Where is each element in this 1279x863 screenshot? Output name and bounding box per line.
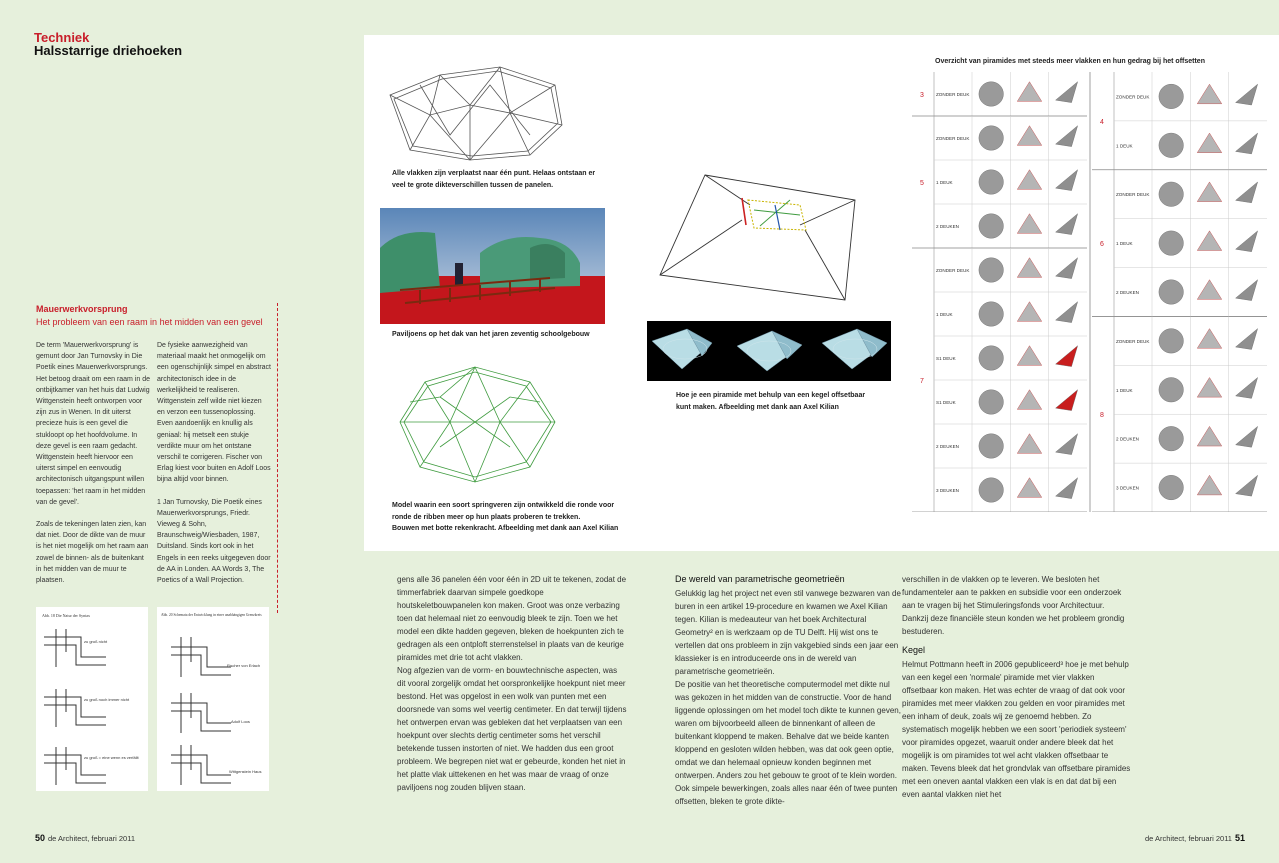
pyramid-mark xyxy=(1017,478,1042,498)
sidebar-title: Mauerwerkvorsprung xyxy=(36,304,128,314)
body-paragraph: Helmut Pottmann heeft in 2006 gepubliceerd³ hoe je met behulp van een kegel een 'normale' piramide met vier vlakken offsetbaar kon maken. Het was echter de vraag of dat ook voor piramides met meer vlakken zou gelden en voor piramides met een inham of deuk, zoals wij ze genoemd hebben. Zo systematisch mogelijk hebben we een soort 'periodiek systeem' voor piramides opgezet, waaruit onder andere bleek dat het mogelijk is om piramides tot wel acht vlakken offsetbaar te maken. Tevens bleek dat het grondvlak van offsetbare piramides met een oneven aantal vlakken een vlak is en dat dat bij een even aantal vlakken niet het xyxy=(902,660,1131,799)
pyramid-mark xyxy=(1197,475,1222,495)
sidebar-paragraph: De term 'Mauerwerkvorsprung' is gemunt door Jan Turnovsky in Die Poetik eines Mauerwerkvorsprungs. Het betoog draait om een raam in de ontbijtkamer van het huis dat Ludwig Wittgenstein heeft ontworpen voor zijn zus in Wenen. In dit uiterst precieze huis is een gevel die stukloopt op het hoofdvolume. In deze gevel is een raam gedacht. Wittgenstein heeft hiervoor een uiterst simpel en eenvoudig architectonisch uitgangspunt willen toepassen: 'het raam in het midden van de gevel'. xyxy=(36,342,151,506)
caption-line: veel te grote dikteverschillen tussen de panelen. xyxy=(392,181,554,189)
pyramid-mark xyxy=(1056,170,1078,191)
grid-row-label: S1 DEUK xyxy=(936,356,956,361)
sketch-note: zu groß noch immer nicht xyxy=(84,697,130,702)
pyramid-mark xyxy=(979,170,1004,195)
grid-block-number: 8 xyxy=(1100,412,1104,420)
wall-sketch-1 xyxy=(36,607,148,791)
pyramid-mark xyxy=(1236,475,1258,496)
grid-row-label: ZONDER DEUK xyxy=(1116,192,1150,198)
pyramid-mark xyxy=(1056,302,1078,323)
page-number: 50 xyxy=(35,833,46,843)
grid-block-number: 4 xyxy=(1100,118,1104,126)
page-number: 51 xyxy=(1234,833,1245,843)
pyramid-mark xyxy=(1017,390,1042,410)
pyramid-mark xyxy=(1056,478,1078,499)
caption-line: kunt maken. Afbeelding met dank aan Axel Kilian xyxy=(676,403,839,411)
sidebar-column-1 xyxy=(36,340,150,586)
pyramid-mark xyxy=(1236,426,1258,447)
sketch-title: Abb. 18 Die Natur der Syntax xyxy=(42,613,90,618)
sidebar-divider xyxy=(277,303,278,613)
folio-right xyxy=(1145,833,1245,843)
sketch-note: zu groß = eine wenn es verfällt xyxy=(84,755,139,760)
pyramid-mark xyxy=(1236,280,1258,301)
grid-row-label: 3 DEUKEN xyxy=(1116,485,1139,491)
article-title: Halsstarrige driehoeken xyxy=(34,43,183,58)
grid-row-label: ZONDER DEUK xyxy=(936,136,970,141)
grid-row-label: 1 DEUK xyxy=(936,312,953,317)
pyramid-mark xyxy=(1236,329,1258,350)
publication-label: de Architect, februari 2011 xyxy=(48,834,136,843)
pyramid-mark xyxy=(1056,82,1078,103)
render-figure xyxy=(380,208,605,324)
pyramid-mark xyxy=(979,82,1004,107)
body-paragraph: verschillen in de vlakken op te leveren. We besloten het fundamenteler aan te pakken en subsidie voor een onderzoek aan te vragen bij het Stimuleringsfonds voor Architectuur. Dankzij deze financiële steun konden we het probleem grondig bestuderen. xyxy=(902,575,1125,636)
grid-block-number: 7 xyxy=(920,378,924,385)
caption-line: Hoe je een piramide met behulp van een kegel offsetbaar xyxy=(676,392,866,399)
sidebar-paragraph: De fysieke aanwezigheid van materiaal maakt het onmogelijk om een ogenschijnlijk simpel en abstract architectonisch idee in de werkelijkheid te realiseren. Wittgenstein zelf wilde niet kiezen en verzon een tussenoplossing. Even aandoenlijk en knullig als geniaal: hij metselt een stukje verdikte muur om het ontstane verschil te corrigeren. Fischer von Erlag kiest voor buiten en Adolf Loos bijna altijd voor binnen. xyxy=(157,342,272,484)
pyramid-mark xyxy=(979,258,1004,283)
pyramid-mark xyxy=(1017,82,1042,102)
pyramid-base-figure xyxy=(650,170,865,308)
grid-row-label: 2 DEUKEN xyxy=(936,224,959,229)
pyramid-mark xyxy=(1056,434,1078,455)
pyramid-mark xyxy=(1056,126,1078,147)
body-column-2 xyxy=(675,573,905,808)
pyramid-mark xyxy=(1056,346,1078,367)
grid-row-label: 2 DEUKEN xyxy=(1116,290,1139,295)
pyramid-periodic-table xyxy=(912,72,1267,512)
pyramid-mark xyxy=(1159,133,1184,158)
grid-block-number: 5 xyxy=(920,180,924,187)
pyramid-mark xyxy=(1197,280,1222,300)
body-paragraph: Nog afgezien van de vorm- en bouwtechnische aspecten, was dit vooral zorgelijk omdat het oorspronkelijke hoekpunt niet meer bestond. Het was opgelost in een wolk van punten met een doorsnede van soms wel veertig centimeter. En dat terwijl tijdens het ontwerpen ervan was gebleken dat het verplaatsen van een hoekpunt over slechts dertig centimeter soms het verschil betekende tussen instorten of niet. We hadden dus een groot probleem. We begrepen niet wat er gebeurde, konden het niet in het platte vlak uittekenen en het was maar de vraag of onze paviljoens nog zouden blijven staan. xyxy=(397,666,627,792)
pyramid-mark xyxy=(1017,170,1042,190)
pyramid-mark xyxy=(979,478,1004,503)
pyramid-mark xyxy=(1197,84,1222,104)
pyramid-mark xyxy=(1236,84,1258,105)
caption-wireframe xyxy=(392,168,595,191)
pyramid-mark xyxy=(979,346,1004,371)
body-paragraph: Gelukkig lag het project net even stil vanwege bezwaren van de buren in een artikel 19-procedure en kwamen we Axel Kilian tegen. Kilian is medeauteur van het boek Architectural Geometry² en is werkzaam op de TU Delft. Hij wist ons te vertellen dat ons probleem in zijn vakgebied sinds een jaar een klassieker is en introduceerde ons in de wereld van parametrische geometrieën. xyxy=(675,589,901,676)
pyramid-mark xyxy=(979,214,1004,239)
sketch-note: Adolf Loos xyxy=(231,719,250,724)
pyramid-mark xyxy=(1017,346,1042,366)
cone-offset-figure xyxy=(647,321,891,381)
sketch-note: Wittgenstein Haus xyxy=(229,769,262,774)
footnote: 1 Jan Turnovsky, Die Poetik eines Mauerwerkvorsprungs, Friedr. Vieweg & Sohn, Braunschweig/Wiesbaden, 1987, Duitsland. Sinds kort ook in het Engels in een reeks uitgegeven door de AA in Londen. AA Words 3, The Poetics of a Wall Projection. xyxy=(157,498,271,585)
grid-row-label: ZONDER DEUK xyxy=(1116,94,1150,100)
pyramid-mark xyxy=(1236,182,1258,203)
pyramid-mark xyxy=(1197,182,1222,202)
pyramid-mark xyxy=(1056,214,1078,235)
sidebar-column-2 xyxy=(157,340,271,586)
grid-row-label: 2 DEUKEN xyxy=(1116,436,1139,442)
sketch-note: Fischer von Erlach xyxy=(227,663,261,668)
pyramid-mark xyxy=(1159,426,1184,451)
caption-line: ronde de ribben meer op hun plaats proberen te trekken. xyxy=(392,513,581,521)
caption-line: Bouwen met botte rekenkracht. Afbeelding met dank aan Axel Kilian xyxy=(392,525,619,532)
pyramid-mark xyxy=(979,302,1004,327)
grid-row-label: 3 DEUKEN xyxy=(936,488,959,493)
pyramid-mark xyxy=(1159,84,1184,109)
grid-row-label: ZONDER DEUK xyxy=(1116,338,1150,344)
pyramid-mark xyxy=(1236,133,1258,154)
pyramid-mark xyxy=(1197,133,1222,153)
spring-model-figure xyxy=(380,352,570,492)
pyramid-mark xyxy=(1197,231,1222,251)
pyramid-mark xyxy=(1159,182,1184,207)
section-label: Techniek xyxy=(34,30,90,45)
caption-spring-model xyxy=(392,500,618,535)
caption-line: Paviljoens op het dak van het jaren zeventig schoolgebouw xyxy=(392,331,590,338)
grid-row-label: 1 DEUK xyxy=(1116,387,1133,393)
pyramid-mark xyxy=(1017,214,1042,234)
grid-block-number: 6 xyxy=(1100,241,1104,249)
pyramid-mark xyxy=(1017,302,1042,322)
sidebar-subtitle: Het probleem van een raam in het midden van een gevel xyxy=(36,317,263,327)
pyramid-mark xyxy=(979,126,1004,151)
section-heading: De wereld van parametrische geometrieën xyxy=(675,574,845,584)
body-column-3 xyxy=(902,573,1132,801)
grid-row-label: 2 DEUKEN xyxy=(936,444,959,449)
pyramid-mark xyxy=(1056,258,1078,279)
grid-row-label: 1 DEUK xyxy=(1116,241,1133,247)
pyramid-mark xyxy=(1236,378,1258,399)
pyramid-mark xyxy=(1197,426,1222,446)
pyramid-mark xyxy=(1159,329,1184,354)
section-heading: Kegel xyxy=(902,645,926,655)
body-column-1 xyxy=(397,573,627,794)
caption-line: Alle vlakken zijn verplaatst naar één punt. Helaas ontstaan er xyxy=(392,170,596,177)
caption-render xyxy=(392,329,590,341)
grid-block-number: 3 xyxy=(920,92,924,99)
body-paragraph: gens alle 36 panelen één voor één in 2D uit te tekenen, zodat de timmerfabriek daarvan simpele goedkope houtskeletbouwpanelen kon maken. Groot was onze verbazing toen dat helemaal niet zo eenvoudig bleek te zijn. Toen we het model een dikte hadden gegeven, bleken de hoekpunten zich te gedragen als een ontploft sterrenstelsel in plaats van de keurige piramides met drie tot acht vlakken. xyxy=(397,575,627,662)
wall-sketch-2 xyxy=(157,607,269,791)
pyramid-mark xyxy=(1159,231,1184,256)
pyramid-mark xyxy=(1017,126,1042,146)
folio-left xyxy=(35,833,135,843)
pyramid-mark xyxy=(1056,390,1078,411)
caption-cone xyxy=(676,390,865,413)
pyramid-mark xyxy=(1159,475,1184,500)
pyramid-mark xyxy=(979,434,1004,459)
sketch-note: zu groß nicht xyxy=(84,639,108,644)
grid-row-label: 1 DEUK xyxy=(936,180,953,185)
grid-row-label: ZONDER DEUK xyxy=(936,268,970,273)
pyramid-mark xyxy=(1159,280,1184,305)
grid-row-label: S1 DEUK xyxy=(936,400,956,405)
caption-line: Model waarin een soort springveren zijn ontwikkeld die ronde voor xyxy=(392,502,615,509)
pyramid-mark xyxy=(1197,378,1222,398)
grid-title: Overzicht van piramides met steeds meer vlakken en hun gedrag bij het offsetten xyxy=(935,58,1205,65)
wireframe-figure xyxy=(380,55,570,165)
pyramid-mark xyxy=(979,390,1004,415)
pyramid-mark xyxy=(1017,258,1042,278)
pyramid-mark xyxy=(1159,378,1184,403)
pyramid-mark xyxy=(1017,434,1042,454)
pyramid-mark xyxy=(1197,329,1222,349)
grid-row-label: ZONDER DEUK xyxy=(936,92,970,97)
publication-label: de Architect, februari 2011 xyxy=(1144,834,1232,843)
sketch-title: Abb. 20 Schemata der Entwicklung in einer unabhängigen Grenzkreis xyxy=(161,613,262,617)
pyramid-mark xyxy=(1236,231,1258,252)
body-paragraph: De positie van het theoretische computermodel met dikte nul was gekozen in het midden van de constructie. Voor de hand liggende oplossingen om het model toch dikte te kunnen geven, waren om bijvoorbeeld alleen de binnenkant of alleen de buitenkant kloppend te maken. Behalve dat we beide kanten kloppend en gesloten wilden hebben, was dat ook geen optie, omdat we dan helemaal opnieuw konden beginnen met ontwerpen. Anders zou het gebouw te groot of te klein worden. Ook simpele bewerkingen, zoals alles naar één of twee punten offsetten, bleken te grote dikte- xyxy=(675,680,901,806)
grid-row-label: 1 DEUK xyxy=(1116,143,1133,149)
sidebar-paragraph: Zoals de tekeningen laten zien, kan dat niet. Door de dikte van de muur is het niet mogelijk om het raam aan zowel de binnen- als de buitenkant in het midden van de muur te plaatsen. xyxy=(36,521,149,585)
